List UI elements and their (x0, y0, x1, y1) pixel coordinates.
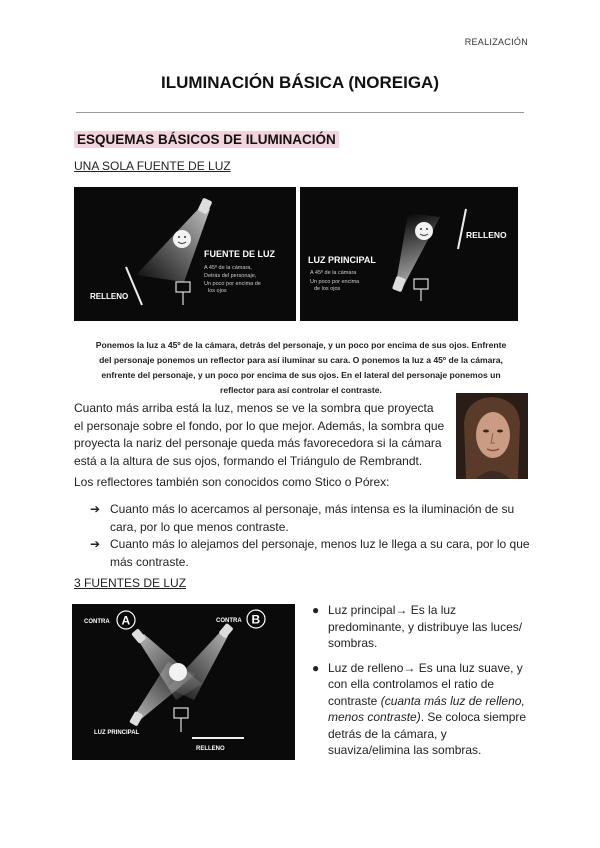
paragraph-line: Cuanto más arriba está la luz, menos se ve la sombra que proyecta (74, 401, 434, 415)
face-icon (169, 663, 187, 681)
diagram2-fill-label: RELLENO (466, 230, 507, 240)
letter-a: A (121, 613, 131, 628)
list-item (90, 536, 530, 571)
camera-icon (176, 282, 190, 305)
page-title: ILUMINACIÓN BÁSICA (NOREIGA) (161, 73, 439, 92)
list-item-text: Cuanto más lo alejamos del personaje, menos luz le llega a su cara, por lo que más contraste. (110, 537, 530, 569)
bullet-lead: Luz principal→ (328, 603, 408, 617)
diagram1-main-label: FUENTE DE LUZ (204, 249, 275, 259)
reflector-icon (458, 209, 466, 249)
diagram1-bullet: Un poco por encima de (204, 281, 261, 287)
bullet-icon: ● (312, 603, 320, 617)
bullet-list (312, 602, 530, 767)
bullet-icon: ● (312, 660, 320, 675)
light-beam (396, 213, 440, 285)
arrow-icon: ➔ (90, 537, 101, 551)
caption-line: reflector para así controlar el contraste. (220, 385, 382, 395)
bullet-text: Es la luz predominante, y distribuye las luces/ sombras. (328, 603, 523, 650)
caption-line: del personaje ponemos un reflector para así iluminar su cara. O ponemos la luz a 45º de la cámara, (99, 355, 503, 365)
diagram2-main-label: LUZ PRINCIPAL (308, 255, 376, 265)
label-key-light: LUZ PRINCIPAL (94, 730, 140, 736)
reflectors-text: Los reflectores también son conocidos como Stico o Pórex: (74, 475, 390, 489)
list-item-text: Cuanto más lo acercamos al personaje, más intensa es la iluminación de su cara, por lo que menos contraste. (110, 502, 515, 534)
list-item (312, 602, 530, 652)
face-icon (415, 222, 433, 240)
label-contra-a: CONTRA (84, 619, 110, 625)
label-fill: RELLENO (196, 746, 225, 752)
diagram1-fill-label: RELLENO (90, 292, 129, 301)
bullet-text: Es una luz suave, y con ella controlamos el ratio de contraste (328, 660, 523, 708)
arrow-icon: ➔ (90, 502, 101, 516)
paragraph-line: el personaje sobre el fondo, por lo que mejor. Además, la sombra que (74, 418, 445, 433)
portrait-photo (456, 393, 528, 479)
rembrandt-paragraph (74, 400, 454, 470)
paragraph-line: proyecta la nariz del personaje queda más favorecedora si la cámara (74, 436, 442, 450)
caption-line: Ponemos la luz a 45º de la cámara, detrás del personaje, y un poco por encima de sus ojos. Enfrente (95, 340, 507, 350)
letter-b: B (251, 612, 261, 627)
diagram-single-source-backlight (74, 187, 296, 321)
camera-icon (174, 708, 188, 732)
diagram2-bullet: A 45º de la cámara (310, 270, 357, 276)
label-contra-b: CONTRA (216, 618, 242, 624)
arrow-list (90, 501, 530, 571)
list-item (90, 501, 530, 536)
subheading-three-sources: 3 FUENTES DE LUZ (74, 576, 187, 590)
light-beam (136, 205, 210, 282)
subheading-single-source: UNA SOLA FUENTE DE LUZ (74, 159, 231, 173)
paragraph-line: está a la altura de sus ojos, formando el Triángulo de Rembrandt. (74, 453, 423, 468)
diagram-three-sources (72, 604, 295, 760)
diagram1-bullet: A 45º de la cámara, (204, 265, 252, 271)
diagram-single-source-key (300, 187, 518, 321)
bullet-lead: Luz de relleno→ (328, 660, 416, 675)
face-icon (173, 230, 191, 248)
diagram-caption (70, 338, 532, 398)
camera-icon (414, 279, 428, 301)
bullet-tail: . Se coloca siempre detrás de la cámara, y suaviza/elimina las sombras. (328, 710, 527, 757)
title-divider (76, 112, 524, 113)
diagram2-bullet: de los ojos (314, 286, 341, 292)
caption-line: enfrente del personaje, y un poco por encima de sus ojos. En el lateral del personaje ponemos un (101, 370, 501, 380)
header-tag: REALIZACIÓN (464, 37, 528, 47)
diagram2-bullet: Un poco por encima (310, 279, 360, 285)
bullet-italic: (cuanta más luz de relleno, menos contraste) (328, 693, 525, 724)
diagram1-bullet: los ojos (208, 288, 227, 294)
section-title: ESQUEMAS BÁSICOS DE ILUMINACIÓN (74, 131, 339, 148)
diagram1-bullet: Detrás del personaje, (204, 273, 257, 279)
list-item (312, 660, 530, 759)
